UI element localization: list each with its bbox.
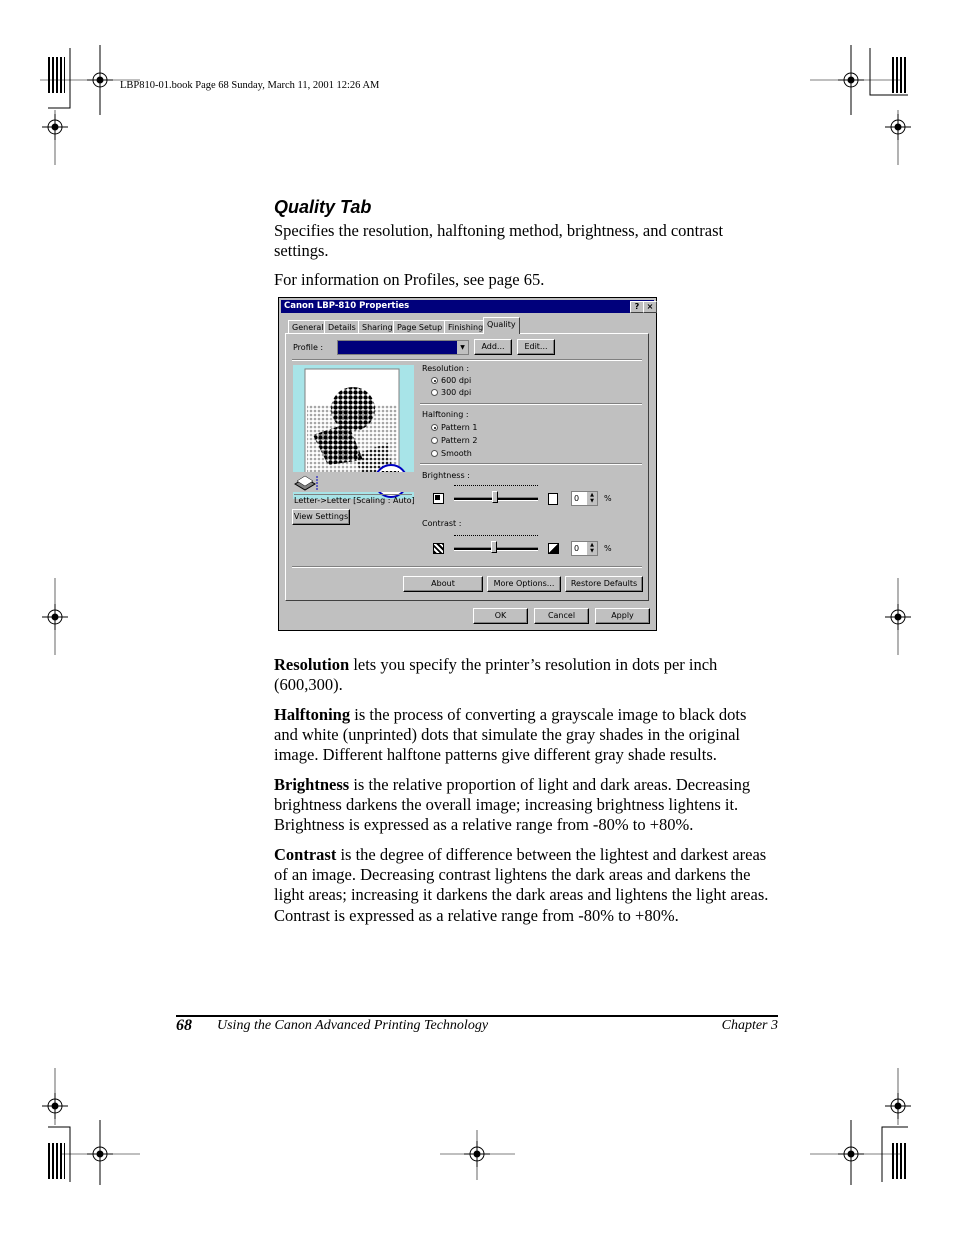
edit-profile-button[interactable]: Edit...	[517, 339, 555, 355]
resolution-label: Resolution :	[422, 364, 470, 373]
print-file-info: LBP810-01.book Page 68 Sunday, March 11, 2001 12:26 AM	[120, 80, 380, 91]
option-pattern2: Pattern 2	[441, 436, 478, 445]
resolution-description: lets you specify the printer’s resolution in dots per inch (600,300).	[274, 655, 718, 695]
profile-label: Profile :	[293, 343, 324, 352]
option-600dpi: 600 dpi	[441, 376, 472, 385]
spin-arrows-icon[interactable]: ▲ ▼	[587, 492, 597, 505]
more-options-button[interactable]: More Options...	[487, 576, 561, 592]
halftoning-description: is the process of converting a grayscale image to black dots and white (unprinted) dots that simulate the gray shades in the original image. Different halftone patterns give different gray shade results.	[274, 705, 747, 765]
option-smooth: Smooth	[441, 449, 472, 458]
apply-button[interactable]: Apply	[595, 608, 650, 624]
halftoning-label: Halftoning :	[422, 410, 469, 419]
cancel-button[interactable]: Cancel	[534, 608, 589, 624]
radio-pattern1[interactable]	[431, 424, 438, 431]
contrast-description: is the degree of difference between the lightest and darkest areas of an image. Decreasing contrast lightens the dark areas and darkens the light areas; increasing it darkens the dark areas and lightens the light areas. Contrast is expressed as a relative range from -80% to +80%.	[274, 845, 769, 925]
option-300dpi: 300 dpi	[441, 388, 472, 397]
printer-icon	[293, 472, 414, 492]
contrast-spinner[interactable]	[571, 541, 598, 556]
preview-caption: Letter->Letter [Scaling : Auto]	[294, 496, 415, 505]
radio-smooth[interactable]	[431, 450, 438, 457]
tab-details[interactable]: Details	[324, 320, 360, 333]
resolution-paragraph	[274, 655, 774, 695]
contrast-thumb[interactable]	[491, 541, 497, 553]
tab-general[interactable]: General	[288, 320, 328, 333]
radio-300dpi[interactable]	[431, 389, 438, 396]
chapter-label: Chapter 3	[721, 1018, 778, 1033]
contrast-ticks	[454, 535, 538, 540]
contrast-percent: %	[604, 544, 612, 553]
profiles-reference: For information on Profiles, see page 65.	[274, 270, 545, 289]
radio-pattern2[interactable]	[431, 437, 438, 444]
tab-finishing[interactable]: Finishing	[444, 320, 487, 333]
profile-dropdown[interactable]	[337, 340, 469, 355]
contrast-value: 0	[574, 544, 580, 553]
brightness-spinner[interactable]	[571, 491, 598, 506]
section-title: Quality Tab	[274, 197, 372, 217]
brightness-thumb[interactable]	[492, 491, 498, 503]
brightness-ticks	[454, 485, 538, 490]
term-resolution: Resolution	[274, 655, 350, 674]
light-icon	[548, 493, 558, 505]
brightness-label: Brightness :	[422, 471, 470, 480]
halftoning-paragraph	[274, 705, 774, 766]
term-contrast: Contrast	[274, 845, 337, 864]
about-button[interactable]: About	[403, 576, 483, 592]
high-contrast-icon	[548, 543, 559, 554]
low-contrast-icon	[433, 543, 444, 554]
term-brightness: Brightness	[274, 775, 350, 794]
radio-600dpi[interactable]	[431, 377, 438, 384]
restore-defaults-button[interactable]: Restore Defaults	[565, 576, 643, 592]
contrast-label: Contrast :	[422, 519, 462, 528]
add-profile-button[interactable]: Add...	[474, 339, 512, 355]
dialog-title-bar	[281, 300, 654, 313]
spin-arrows-icon[interactable]: ▲ ▼	[587, 542, 597, 555]
properties-dialog	[278, 297, 657, 631]
tab-sharing[interactable]: Sharing	[358, 320, 397, 333]
chapter-title: Using the Canon Advanced Printing Technology	[217, 1018, 489, 1033]
contrast-paragraph	[274, 845, 774, 926]
ok-button[interactable]: OK	[473, 608, 528, 624]
term-halftoning: Halftoning	[274, 705, 351, 724]
intro-paragraph: Specifies the resolution, halftoning method, brightness, and contrast settings.	[274, 221, 724, 261]
close-button[interactable]: ×	[643, 301, 657, 313]
chevron-down-icon[interactable]: ▼	[457, 341, 468, 354]
quality-panel	[285, 333, 649, 601]
brightness-description: is the relative proportion of light and dark areas. Decreasing brightness darkens the overall image; increasing brightness lightens it. Brightness is expressed as a relative range from -80% to +80%.	[274, 775, 751, 835]
dialog-title: Canon LBP-810 Properties	[284, 301, 410, 311]
option-pattern1: Pattern 1	[441, 423, 478, 432]
page-number: 68	[176, 1017, 192, 1034]
tab-page-setup[interactable]: Page Setup	[393, 320, 446, 333]
brightness-paragraph	[274, 775, 774, 836]
dark-icon	[433, 493, 444, 504]
brightness-value: 0	[574, 494, 580, 503]
brightness-percent: %	[604, 494, 612, 503]
view-settings-button[interactable]: View Settings	[292, 509, 350, 525]
tab-quality[interactable]: Quality	[483, 317, 520, 334]
footer-rule	[176, 1015, 778, 1017]
help-button[interactable]: ?	[630, 301, 644, 313]
